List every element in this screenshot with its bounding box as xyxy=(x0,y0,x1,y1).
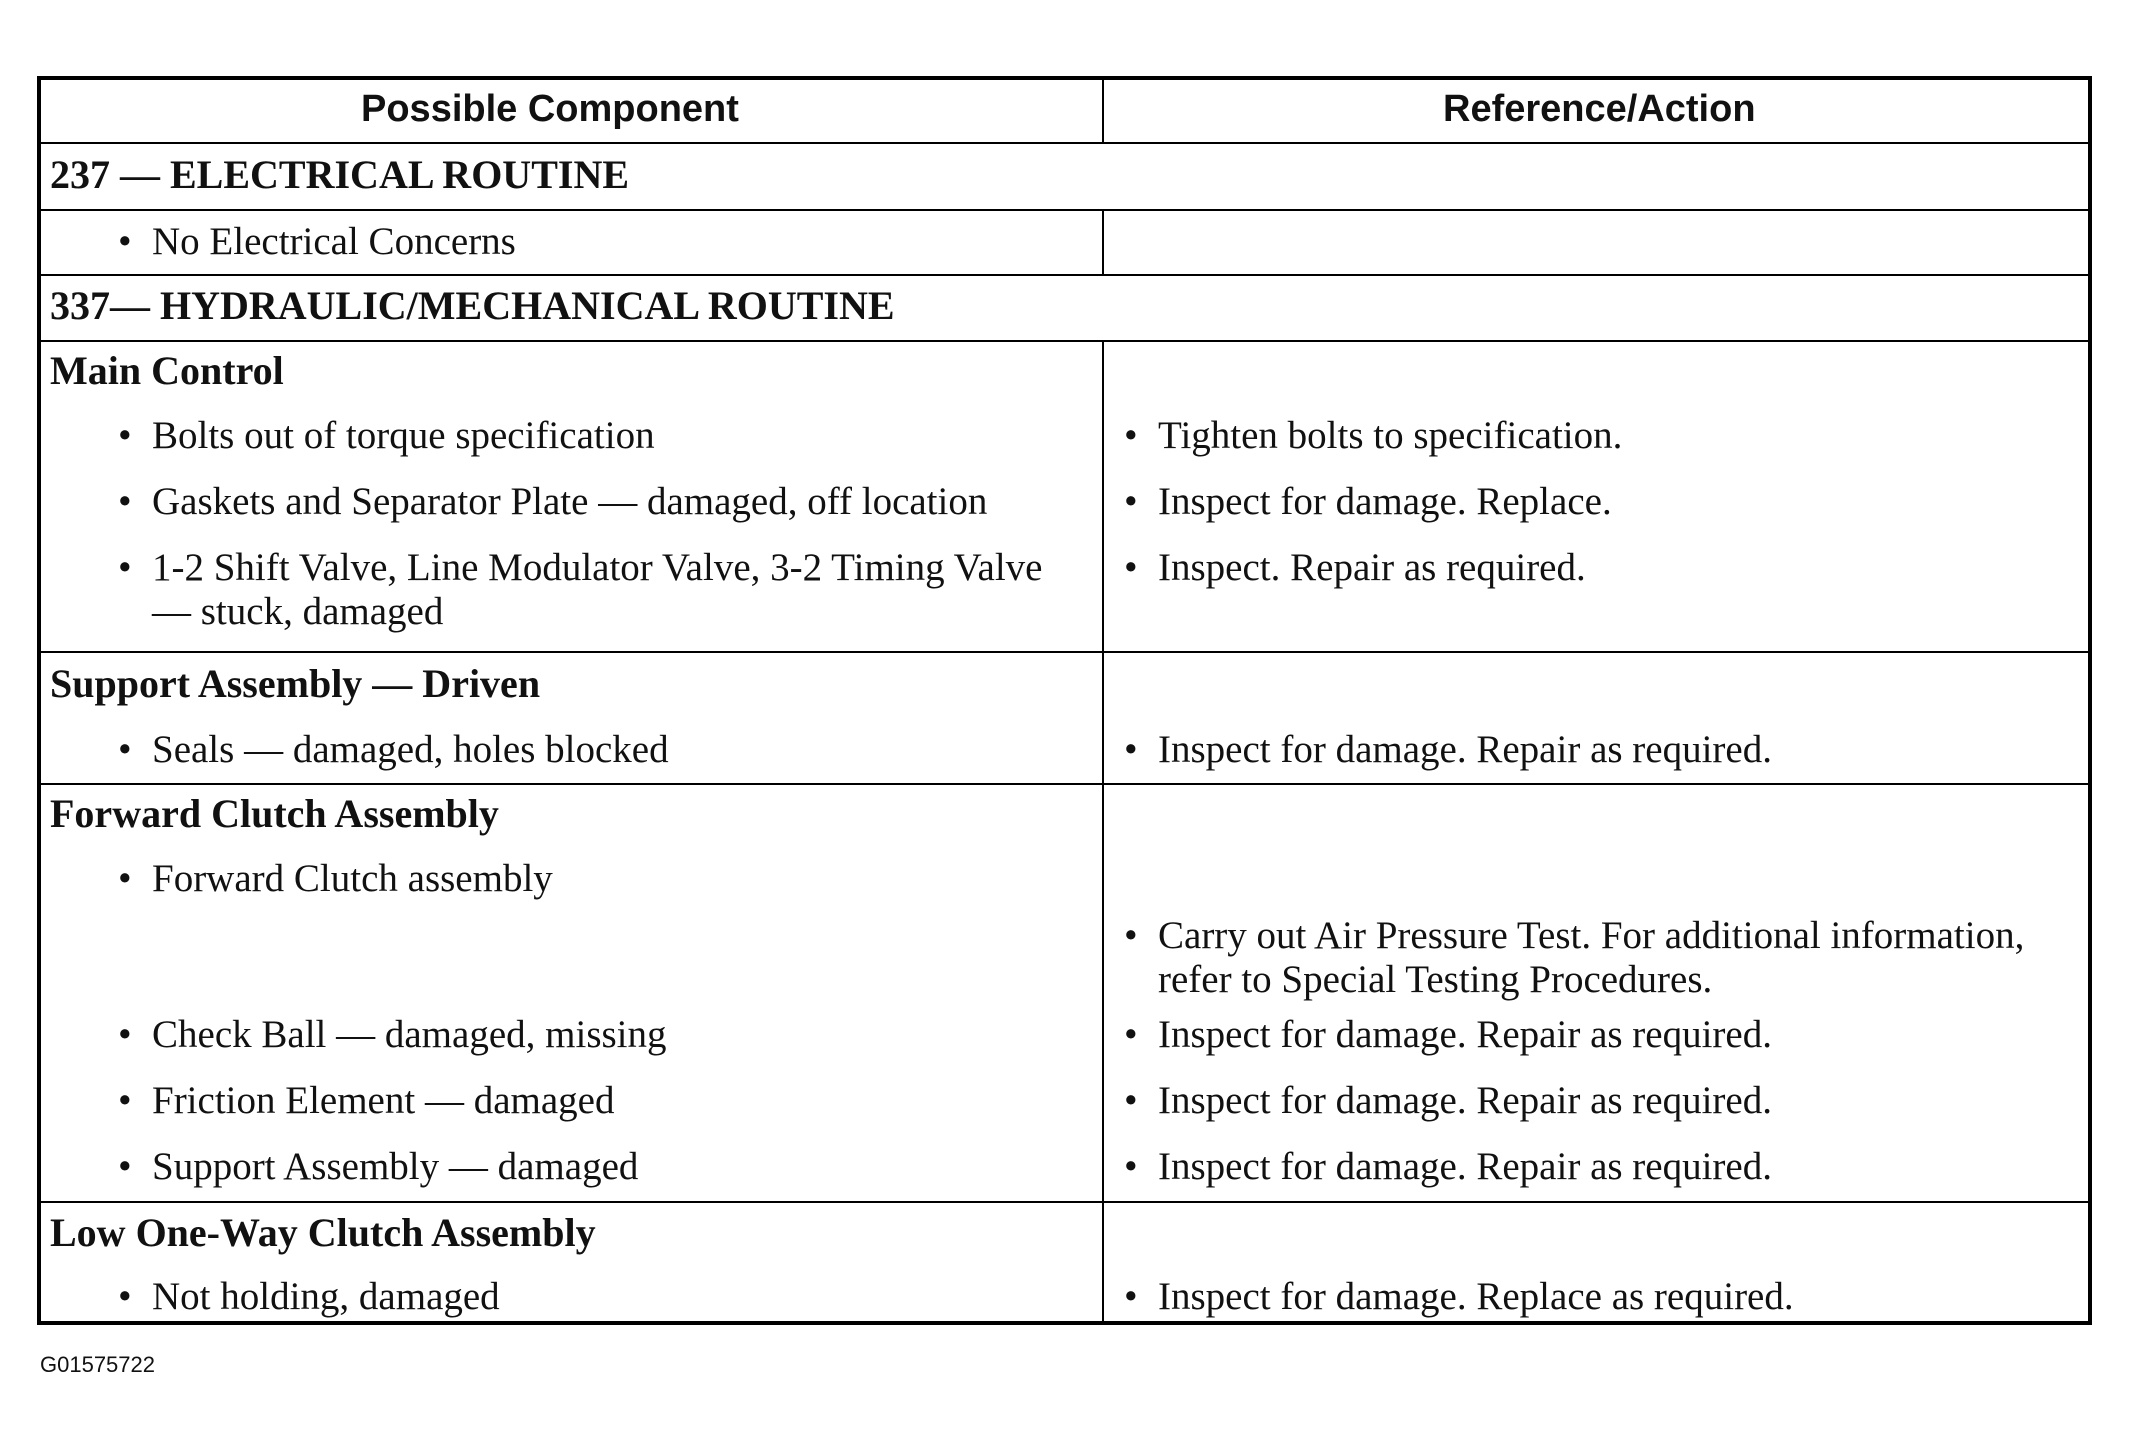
action-item: • Inspect for damage. Replace. xyxy=(1124,480,1612,523)
list-item: • 1-2 Shift Valve, Line Modulator Valve, 3-2 Timing Valve — stuck, damaged xyxy=(118,546,1043,633)
column-divider xyxy=(1102,340,1104,1321)
section-heading-electrical: 237 — ELECTRICAL ROUTINE xyxy=(50,152,630,197)
action-item: • Inspect. Repair as required. xyxy=(1124,546,1586,589)
action-item: • Inspect for damage. Repair as required. xyxy=(1124,1079,1772,1122)
action-item: • Inspect for damage. Repair as required. xyxy=(1124,728,1772,771)
action-item: • Carry out Air Pressure Test. For additional information, refer to Special Testing Procedures. xyxy=(1124,914,2025,1001)
column-divider xyxy=(1102,80,1104,142)
action-item: • Tighten bolts to specification. xyxy=(1124,414,1623,457)
group-heading-support-assembly: Support Assembly — Driven xyxy=(50,661,541,706)
list-item: • Friction Element — damaged xyxy=(118,1079,615,1122)
table-header-row xyxy=(41,80,2088,142)
section-heading-hydraulic: 337— HYDRAULIC/MECHANICAL ROUTINE xyxy=(50,283,895,328)
action-item: • Inspect for damage. Replace as required. xyxy=(1124,1275,1794,1318)
table-row-main-control xyxy=(41,340,2088,651)
section-row-hydraulic xyxy=(41,274,2088,340)
group-heading-forward-clutch: Forward Clutch Assembly xyxy=(50,791,499,836)
list-item: • Not holding, damaged xyxy=(118,1275,500,1318)
group-heading-main-control: Main Control xyxy=(50,348,284,393)
table-row xyxy=(41,209,2088,274)
diagnostic-table xyxy=(37,76,2092,1325)
list-item: • Support Assembly — damaged xyxy=(118,1145,639,1188)
list-item: • Seals — damaged, holes blocked xyxy=(118,728,669,771)
bullet: • xyxy=(118,220,132,263)
column-divider xyxy=(1102,209,1104,274)
table-row-low-one-way xyxy=(41,1201,2088,1321)
action-item: • Inspect for damage. Repair as required. xyxy=(1124,1013,1772,1056)
table-row-forward-clutch xyxy=(41,783,2088,1201)
list-item: • Bolts out of torque specification xyxy=(118,414,655,457)
list-item: • Check Ball — damaged, missing xyxy=(118,1013,667,1056)
group-heading-low-one-way: Low One-Way Clutch Assembly xyxy=(50,1210,596,1255)
section-row-electrical xyxy=(41,142,2088,209)
list-item: • Forward Clutch assembly xyxy=(118,857,553,900)
list-item: • No Electrical Concerns xyxy=(118,220,516,263)
figure-id: G01575722 xyxy=(40,1352,155,1377)
action-item: • Inspect for damage. Repair as required. xyxy=(1124,1145,1772,1188)
list-item: • Gaskets and Separator Plate — damaged, off location xyxy=(118,480,988,523)
column-header-component: Possible Component xyxy=(361,88,739,130)
table-row-support-assembly xyxy=(41,651,2088,783)
column-header-action: Reference/Action xyxy=(1443,88,1756,130)
